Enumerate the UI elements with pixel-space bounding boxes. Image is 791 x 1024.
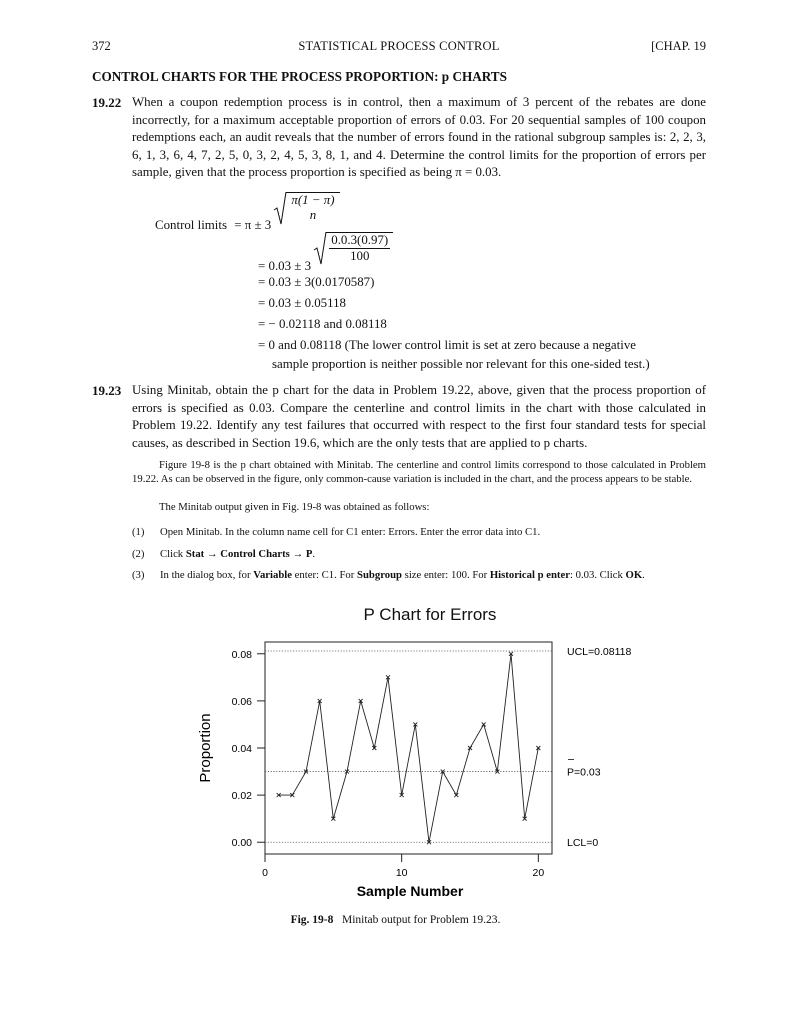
formula-prefix: = π ± 3 bbox=[234, 218, 272, 232]
section-title: CONTROL CHARTS FOR THE PROCESS PROPORTION: p CHARTS bbox=[92, 69, 507, 84]
formula-control-limits bbox=[155, 192, 340, 232]
ref-label-lcl: LCL=0 bbox=[567, 837, 599, 850]
formula-step-3: = 0.03 ± 0.05118 bbox=[258, 296, 346, 310]
x-axis-label: Sample Number bbox=[356, 883, 464, 899]
caption-label: Fig. 19-8 bbox=[290, 914, 334, 926]
step-item bbox=[132, 525, 706, 539]
x-tick-label: 20 bbox=[532, 867, 545, 879]
step-text: In the dialog box, for Variable enter: C1. For Subgroup size enter: 100. For Historical p enter: 0.03. Click OK. bbox=[160, 569, 645, 581]
problem-text: When a coupon redemption process is in control, then a maximum of 3 percent of the rebates are done incorrectly, for a maximum acceptable proportion of errors of 0.03. For 20 sequential samples of 100 coupon redemptions each, an audit reveals that the number of errors found in the rational subgroup samples is: 2, 2, 3, 6, 1, 3, 6, 4, 7, 2, 5, 0, 3, 2, 4, 5, 3, 8, 1, and 4. Determine the control limits for the proportion of errors per sample, given that the process proportion is specified as being π = 0.03. bbox=[132, 95, 706, 180]
ref-label-ucl: UCL=0.08118 bbox=[567, 645, 632, 658]
formula-step-5-cont: sample proportion is neither possible nor relevant for this one-sided test.) bbox=[272, 357, 650, 371]
answer-paragraph-2: The Minitab output given in Fig. 19-8 was obtained as follows: bbox=[159, 501, 430, 513]
answer-paragraph: Figure 19-8 is the p chart obtained with Minitab. The centerline and control limits correspond to those calculated in Problem 19.22. As can be observed in the figure, only common-cause variation is included in the chart, and the process appears to be stable. bbox=[132, 459, 706, 486]
problem-number: 19.22 bbox=[92, 95, 122, 110]
step1-prefix: = 0.03 ± 3 bbox=[258, 259, 312, 273]
chapter-label: [CHAP. 19 bbox=[651, 39, 706, 53]
formula-step-2: = 0.03 ± 3(0.0170587) bbox=[258, 275, 375, 289]
radical-sign bbox=[273, 190, 287, 226]
step-text: Open Minitab. In the column name cell for C1 enter: Errors. Enter the error data into C1. bbox=[160, 526, 541, 538]
x-tick-label: 0 bbox=[262, 867, 268, 879]
chart-title: P Chart for Errors bbox=[363, 605, 497, 624]
problem-text: Using Minitab, obtain the p chart for the data in Problem 19.22, above, given that the process proportion of errors is specified as 0.03. Compare the centerline and control limits in the chart with those calculated in Problem 19.22. Identify any test failures that occurred with respect to the first four standard tests for special causes, as described in Section 19.6, which are the only tests that are applied to p charts. bbox=[132, 383, 706, 450]
ref-label-center: P=0.03 bbox=[567, 766, 601, 779]
sqrt-expression bbox=[274, 192, 339, 223]
step-item bbox=[132, 568, 706, 582]
formula-label: Control limits bbox=[155, 218, 227, 232]
formula-step-1 bbox=[258, 232, 393, 273]
step-item bbox=[132, 547, 706, 561]
radical-sign bbox=[313, 230, 327, 266]
caption-text: Minitab output for Problem 19.23. bbox=[342, 914, 501, 926]
p-chart bbox=[180, 630, 680, 905]
problem-number: 19.23 bbox=[92, 383, 122, 398]
y-tick-label: 0.06 bbox=[231, 695, 252, 708]
sqrt-expression bbox=[314, 232, 393, 264]
page-header bbox=[92, 39, 706, 55]
figure-caption bbox=[0, 914, 791, 926]
page-number: 372 bbox=[92, 39, 111, 53]
y-tick-label: 0.02 bbox=[231, 790, 252, 803]
fraction-denominator: 100 bbox=[350, 249, 370, 263]
fraction-denominator: n bbox=[309, 208, 317, 222]
problem-19-23-text bbox=[92, 382, 706, 452]
minitab-steps bbox=[132, 525, 706, 585]
step-number: (2) bbox=[132, 548, 145, 560]
y-tick-label: 0.00 bbox=[231, 837, 252, 850]
fraction-numerator: 0.0.3(0.97) bbox=[331, 233, 389, 247]
step-text: Click Stat → Control Charts → P. bbox=[160, 548, 316, 560]
series-line bbox=[279, 654, 539, 842]
y-tick-label: 0.04 bbox=[231, 743, 252, 755]
y-tick-label: 0.08 bbox=[231, 648, 252, 661]
y-axis-label: Proportion bbox=[197, 713, 214, 783]
formula-step-5: = 0 and 0.08118 (The lower control limit is set at zero because a negative bbox=[258, 338, 636, 352]
x-tick-label: 10 bbox=[395, 867, 408, 879]
step-number: (1) bbox=[132, 526, 145, 538]
running-title: STATISTICAL PROCESS CONTROL bbox=[298, 39, 500, 53]
problem-19-22-text bbox=[92, 94, 706, 182]
step-number: (3) bbox=[132, 569, 145, 581]
fraction-numerator: π(1 − π) bbox=[291, 193, 335, 207]
formula-step-4: = − 0.02118 and 0.08118 bbox=[258, 317, 387, 331]
